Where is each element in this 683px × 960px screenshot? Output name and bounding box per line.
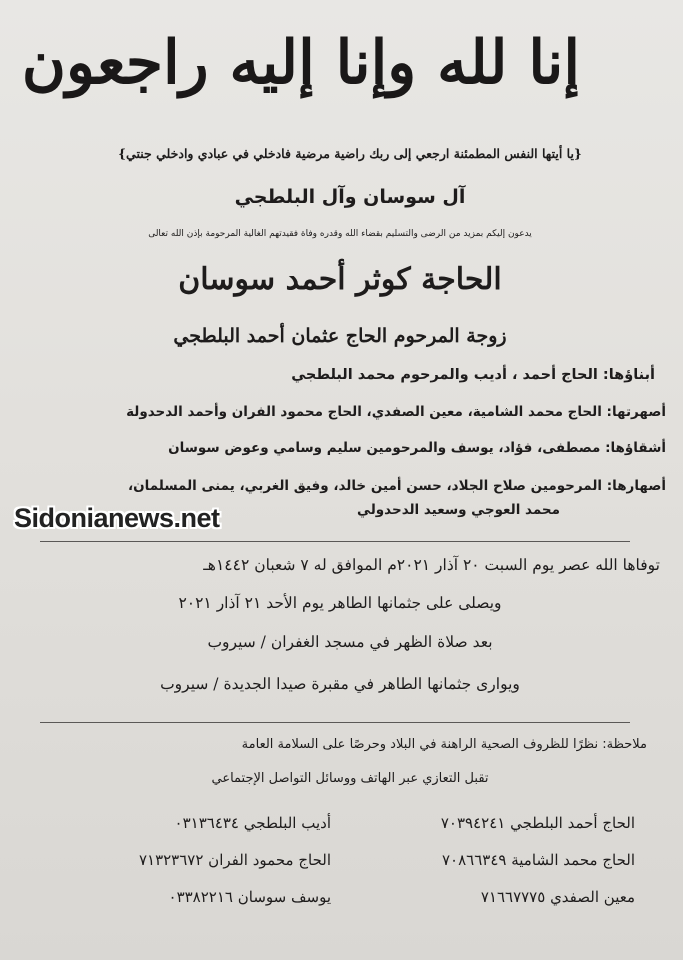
watermark: Sidonianews.net — [14, 503, 220, 533]
in-laws-line-continued: محمد العوجي وسعيد الدحدولي — [357, 502, 560, 518]
condolences-line: تقبل التعازي عبر الهاتف ووسائل التواصل الإجتماعي — [211, 771, 489, 786]
death-date-line: توفاها الله عصر يوم السبت ٢٠ آذار ٢٠٢١م الموافق له ٧ شعبان ١٤٤٢هـ — [203, 556, 660, 574]
divider — [40, 541, 630, 542]
contact-entry: الحاج محمد الشامية ٧٠٨٦٦٣٤٩ — [442, 851, 635, 869]
note-line: ملاحظة: نظرًا للظروف الصحية الراهنة في البلاد وحرصًا على السلامة العامة — [241, 737, 647, 752]
in-laws-line: أصهارها: المرحومين صلاح الجلاد، حسن أمين خالد، وفيق الغربي، يمنى المسلمان، — [128, 478, 666, 494]
contact-entry: أديب البلطجي ٠٣١٣٦٤٣٤ — [174, 814, 331, 832]
contact-entry: الحاج محمود الفران ٧١٣٢٣٦٧٢ — [138, 851, 331, 869]
deceased-name: الحاجة كوثر أحمد سوسان — [178, 262, 502, 297]
burial-location-line: ويوارى جثمانها الطاهر في مقبرة صيدا الجديدة / سيروب — [160, 675, 520, 693]
brothers-line: أشقاؤها: مصطفى، فؤاد، يوسف والمرحومين سليم وسامي وعوض سوسان — [168, 440, 666, 456]
families-heading: آل سوسان وآل البلطجي — [234, 186, 466, 208]
contact-entry: الحاج أحمد البلطجي ٧٠٣٩٤٢٤١ — [440, 814, 635, 832]
sons-in-law-line: أصهرتها: الحاج محمد الشامية، معين الصفدي، الحاج محمود الفران وأحمد الدحدولة — [126, 404, 666, 420]
sons-line: أبناؤها: الحاج أحمد ، أديب والمرحوم محمد البلطجي — [291, 367, 655, 383]
announcement-text: يدعون إليكم بمزيد من الرضى والتسليم بقضاء الله وقدره وفاة فقيدتهم الغالية المرحومة بإذن الله تعالى — [148, 229, 532, 239]
quran-verse: {يا أيتها النفس المطمئنة ارجعي إلى ربك راضية مرضية فادخلي في عبادي وادخلي جنتي} — [118, 146, 582, 161]
contact-entry: يوسف سوسان ٠٣٣٨٢٢١٦ — [168, 888, 331, 906]
calligraphy-title: إنا لله وإنا إليه راجعون — [21, 28, 580, 98]
contact-entry: معين الصفدي ٧١٦٦٧٧٧٥ — [480, 888, 635, 906]
prayer-date-line: ويصلى على جثمانها الطاهر يوم الأحد ٢١ آذار ٢٠٢١ — [178, 594, 502, 612]
spouse-line: زوجة المرحوم الحاج عثمان أحمد البلطجي — [173, 325, 507, 347]
prayer-location-line: بعد صلاة الظهر في مسجد الغفران / سيروب — [207, 633, 493, 651]
divider — [40, 722, 630, 723]
